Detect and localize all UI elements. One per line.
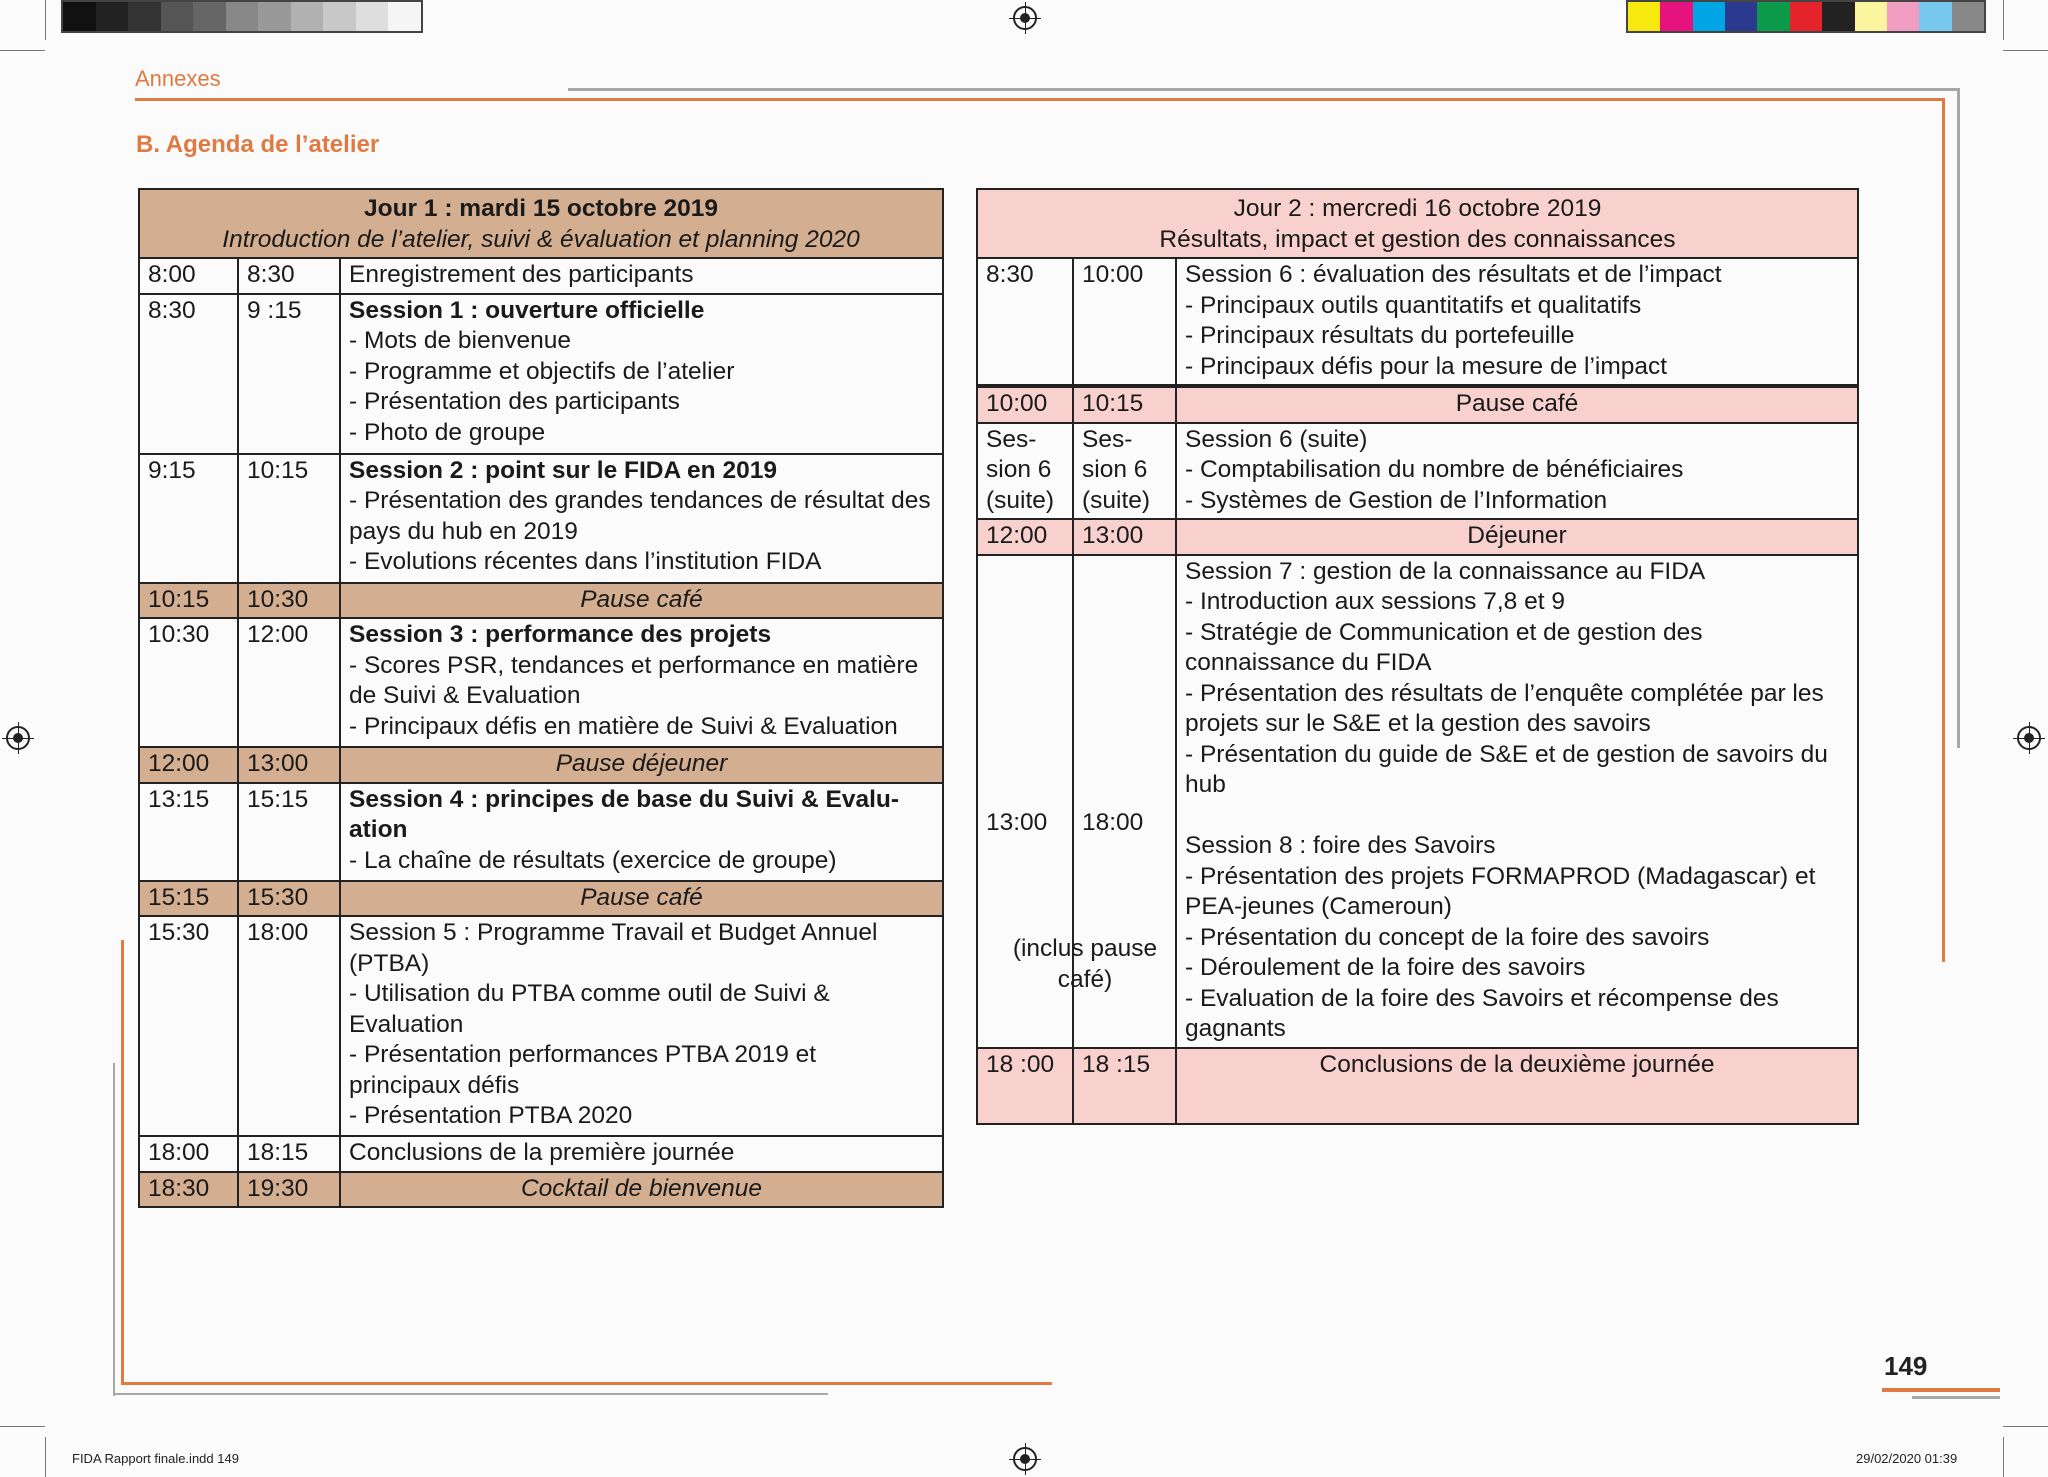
- agenda-line: - Mots de bienvenue: [349, 327, 571, 354]
- end-time: 10:15: [1073, 386, 1176, 423]
- agenda-line: - Présentation du guide de S&E et de gestion de savoirs du hub: [1185, 740, 1828, 798]
- end-time: 10:30: [238, 583, 340, 619]
- header-rule-gray: [568, 88, 1960, 91]
- page-number-rule: [1882, 1388, 2000, 1392]
- section-title: B. Agenda de l’atelier: [136, 131, 380, 158]
- start-time: 8:00: [139, 258, 238, 294]
- session-title: Session 4 : principes de base du Suivi & Evalu-ation: [349, 785, 900, 843]
- agenda-line: - Présentation du concept de la foire des savoirs: [1185, 923, 1710, 951]
- end-time: 18 :15: [1073, 1048, 1176, 1124]
- end-time: 12:00: [238, 618, 340, 747]
- agenda-line: - Principaux défis pour la mesure de l’impact: [1185, 352, 1668, 380]
- day1-header-row: [139, 189, 943, 258]
- break-row: [977, 1048, 1858, 1124]
- agenda-line: - Présentation des participants: [349, 388, 680, 415]
- start-time: 12:00: [139, 747, 238, 783]
- break-label: Pause déjeuner: [340, 747, 943, 783]
- table-row: [139, 1136, 943, 1172]
- agenda-line: Conclusions de la première journée: [349, 1139, 735, 1166]
- table-row: [139, 294, 943, 454]
- agenda-line: - Programme et objectifs de l’atelier: [349, 357, 735, 385]
- session-title: Session 6 : évaluation des résultats et de l’impact: [1185, 261, 1722, 288]
- session-title: Session 6 (suite): [1185, 425, 1368, 453]
- agenda-line: Enregistrement des participants: [349, 261, 694, 288]
- left-rule-gray: [113, 1063, 115, 1396]
- right-rule-orange: [1942, 98, 1945, 962]
- day1-title: Jour 1 : mardi 15 octobre 2019: [364, 195, 719, 222]
- crop-mark: [2003, 1426, 2048, 1427]
- end-time: 15:15: [238, 783, 340, 881]
- start-time-value: 13:00: [986, 808, 1048, 836]
- break-row: [139, 583, 943, 619]
- day2-header-row: [977, 189, 1858, 258]
- session-title: Session 3 : performance des projets: [349, 621, 772, 648]
- bottom-rule-gray: [113, 1393, 828, 1395]
- session-title: Session 5 : Programme Travail et Budget Annuel (PTBA): [349, 919, 878, 977]
- start-time: 10:00: [977, 386, 1073, 423]
- session-title: Session 8 : foire des Savoirs: [1185, 832, 1496, 859]
- start-time: 18:30: [139, 1172, 238, 1208]
- crop-mark: [0, 50, 45, 51]
- end-time: 10:15: [238, 454, 340, 583]
- end-time: 18:15: [238, 1136, 340, 1172]
- crop-mark: [0, 1426, 45, 1427]
- running-header: Annexes: [135, 66, 221, 91]
- agenda-line: - Stratégie de Communication et de gestion des connaissance du FIDA: [1185, 618, 1703, 676]
- start-time: 15:15: [139, 881, 238, 917]
- registration-mark-bottom: [1013, 1447, 1037, 1471]
- break-row: [139, 1172, 943, 1208]
- agenda-line: - Evaluation de la foire des Savoirs et récompense des gagnants: [1185, 984, 1779, 1042]
- grayscale-bar: [61, 0, 423, 33]
- start-time: 10:15: [139, 583, 238, 619]
- page-number: 149: [1884, 1351, 1928, 1381]
- agenda-spacer: [1185, 801, 1849, 832]
- crop-mark: [2003, 0, 2004, 40]
- end-time: 13:00: [1073, 519, 1176, 555]
- agenda-line: - Systèmes de Gestion de l’Information: [1185, 486, 1608, 514]
- table-row: [139, 454, 943, 583]
- table-row: [139, 258, 943, 294]
- start-time: Ses- sion 6 (suite): [977, 423, 1073, 520]
- agenda-line: - Comptabilisation du nombre de bénéficiaires: [1185, 456, 1684, 483]
- table-row: [139, 618, 943, 747]
- start-time: 8:30: [977, 258, 1073, 386]
- crop-mark: [45, 0, 46, 40]
- day1-agenda-table: [138, 188, 944, 1208]
- agenda-line: - Présentation PTBA 2020: [349, 1102, 633, 1129]
- end-time: Ses- sion 6 (suite): [1073, 423, 1176, 520]
- end-time-value: 18:00: [1082, 808, 1144, 836]
- start-time: 15:30: [139, 916, 238, 1136]
- start-time: 13:15: [139, 783, 238, 881]
- footer-file: FIDA Rapport finale.indd 149: [72, 1451, 239, 1466]
- agenda-line: - Présentation performances PTBA 2019 et principaux défis: [349, 1041, 817, 1099]
- start-time: 9:15: [139, 454, 238, 583]
- session-title: Session 7 : gestion de la connaissance au FIDA: [1185, 557, 1706, 585]
- session-title: Session 2 : point sur le FIDA en 2019: [349, 456, 777, 484]
- agenda-line: - Déroulement de la foire des savoirs: [1185, 954, 1586, 981]
- break-label: Conclusions de la deuxième journée: [1176, 1048, 1858, 1124]
- break-row: [139, 881, 943, 917]
- header-rule-orange: [135, 98, 1945, 101]
- end-time: 18:00: [238, 916, 340, 1136]
- agenda-line: - Présentation des grandes tendances de résultat des pays du hub en 2019: [349, 487, 931, 545]
- agenda-line: - Scores PSR, tendances et performance en matière de Suivi & Evaluation: [349, 651, 919, 709]
- end-time: 13:00: [238, 747, 340, 783]
- left-rule-orange: [121, 940, 124, 1385]
- agenda-line: - Présentation des projets FORMAPROD (Madagascar) et PEA-jeunes (Cameroun): [1185, 862, 1816, 920]
- start-time: 18 :00: [977, 1048, 1073, 1124]
- bottom-rule-orange: [121, 1382, 1052, 1385]
- break-row: [977, 386, 1858, 423]
- end-time: 10:00: [1073, 258, 1176, 386]
- end-time: 15:30: [238, 881, 340, 917]
- agenda-line: - Principaux défis en matière de Suivi & Evaluation: [349, 712, 898, 740]
- break-label: Déjeuner: [1176, 519, 1858, 555]
- session-title: Session 1 : ouverture officielle: [349, 296, 705, 324]
- right-rule-gray: [1957, 88, 1960, 748]
- break-label: Pause café: [340, 583, 943, 619]
- agenda-line: - Evolutions récentes dans l’institution FIDA: [349, 548, 822, 575]
- table-row: [977, 258, 1858, 386]
- start-time: 10:30: [139, 618, 238, 747]
- footer-date: 29/02/2020 01:39: [1856, 1451, 1958, 1466]
- break-label: Pause café: [340, 881, 943, 917]
- crop-mark: [2003, 1437, 2004, 1477]
- agenda-line: - Principaux résultats du portefeuille: [1185, 322, 1575, 349]
- table-row: [139, 916, 943, 1136]
- registration-mark-right: [2017, 726, 2041, 750]
- break-row: [977, 519, 1858, 555]
- registration-mark-left: [6, 726, 30, 750]
- day1-subtitle: Introduction de l’atelier, suivi & évaluation et planning 2020: [222, 225, 860, 253]
- start-time: 12:00: [977, 519, 1073, 555]
- agenda-line: - Présentation des résultats de l’enquête complétée par les projets sur le S&E et la gestion des savoirs: [1185, 679, 1824, 737]
- inclusion-note: (inclus pause café): [1012, 935, 1158, 993]
- agenda-line: - Principaux outils quantitatifs et qualitatifs: [1185, 291, 1642, 319]
- crop-mark: [45, 1437, 46, 1477]
- start-time: 18:00: [139, 1136, 238, 1172]
- page-number-rule-gray: [1912, 1396, 2000, 1399]
- agenda-line: - Utilisation du PTBA comme outil de Suivi & Evaluation: [349, 980, 830, 1038]
- day2-title: Jour 2 : mercredi 16 octobre 2019: [1233, 195, 1602, 222]
- agenda-line: - Introduction aux sessions 7,8 et 9: [1185, 588, 1565, 615]
- agenda-line: - Photo de groupe: [349, 418, 546, 446]
- break-label: Pause café: [1176, 386, 1858, 423]
- start-time: 8:30: [139, 294, 238, 454]
- agenda-line: - La chaîne de résultats (exercice de groupe): [349, 846, 837, 874]
- crop-mark: [2003, 50, 2048, 51]
- registration-mark-top: [1013, 6, 1037, 30]
- break-label: Cocktail de bienvenue: [340, 1172, 943, 1208]
- break-row: [139, 747, 943, 783]
- color-bar: [1626, 0, 1986, 33]
- end-time: 8:30: [238, 258, 340, 294]
- end-time: 9 :15: [238, 294, 340, 454]
- day2-subtitle: Résultats, impact et gestion des connaissances: [1159, 225, 1676, 253]
- table-row: [139, 783, 943, 881]
- table-row: [977, 423, 1858, 520]
- end-time: 19:30: [238, 1172, 340, 1208]
